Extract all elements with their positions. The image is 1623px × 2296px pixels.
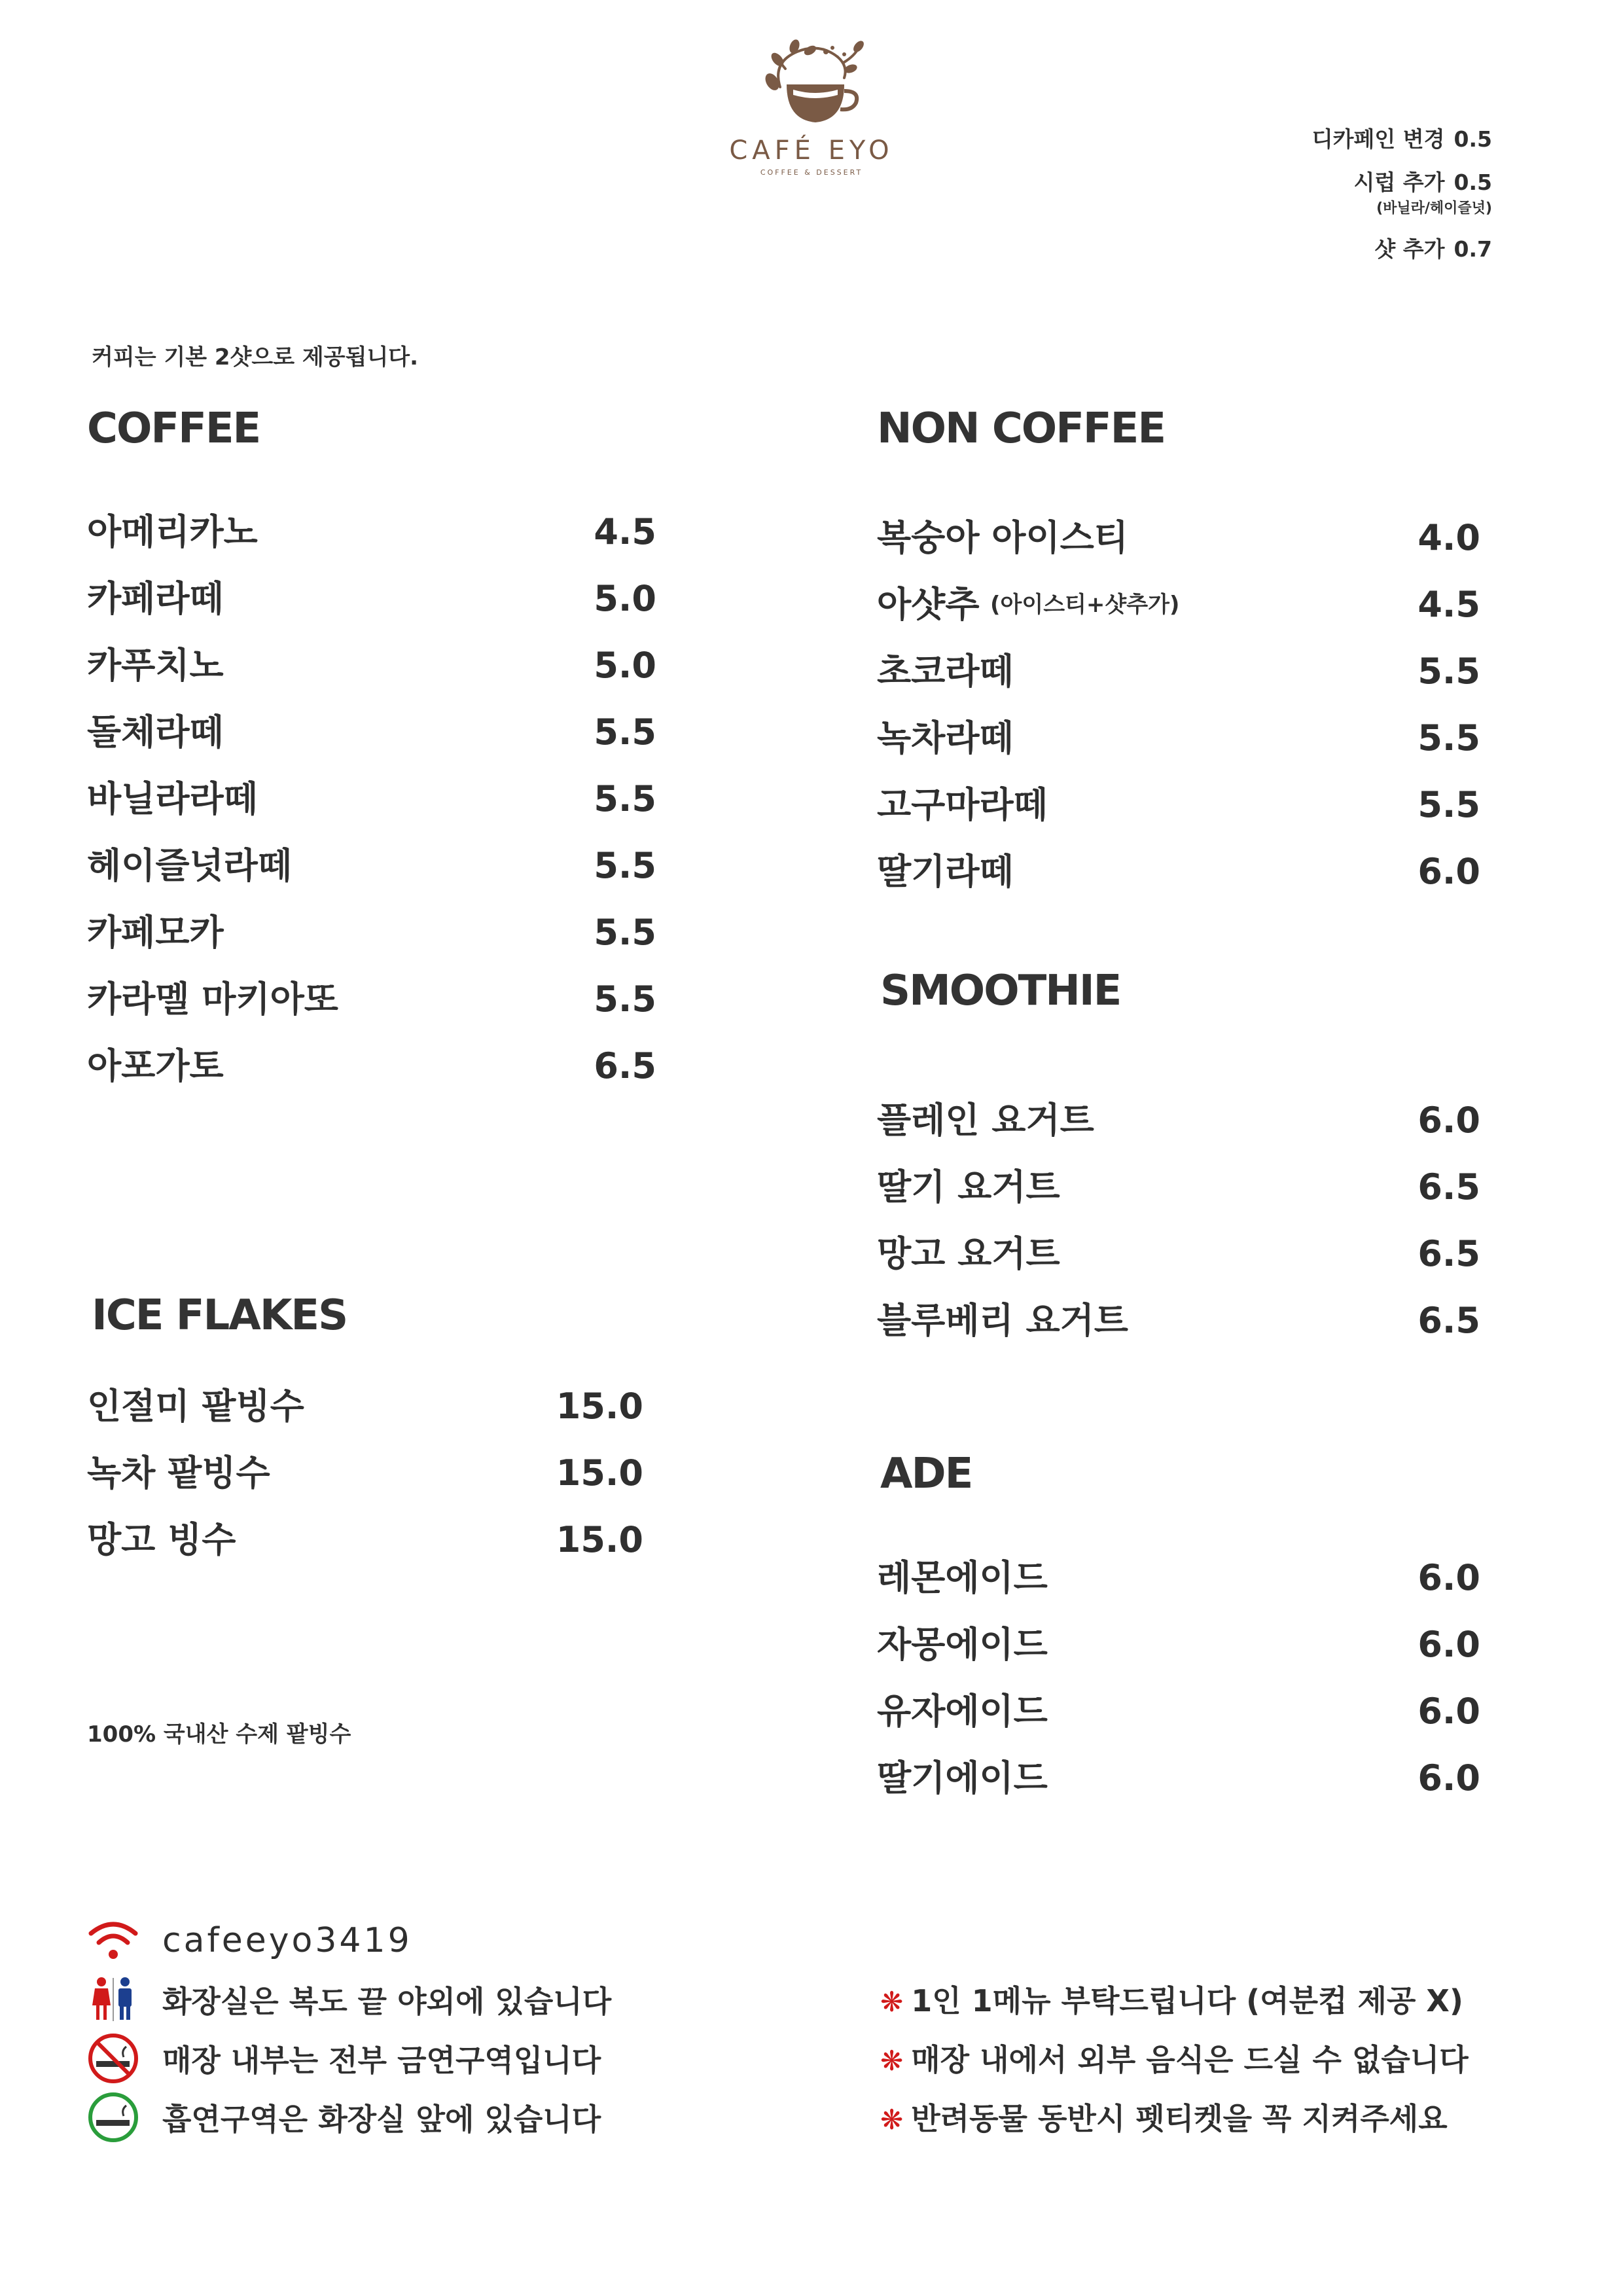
- menu-item-price: 6.0: [1418, 1557, 1480, 1598]
- no-smoking-icon: [84, 2032, 143, 2085]
- menu-item: [877, 772, 1480, 838]
- menu-item: [87, 1507, 643, 1573]
- menu-item-name: 딸기 요거트: [877, 1166, 1060, 1208]
- menu-item: [877, 638, 1480, 705]
- smoothie-menu-list: [877, 1087, 1480, 1354]
- extra-syrup: 시럽 추가 0.5: [1353, 170, 1492, 195]
- menu-item-price: 6.5: [1418, 1300, 1480, 1341]
- menu-item: [877, 1678, 1480, 1745]
- menu-item: [877, 571, 1480, 638]
- ice-flakes-menu-list: [87, 1373, 643, 1573]
- menu-item-price: 5.5: [594, 845, 656, 886]
- brand-name: CAFÉ EYO: [729, 135, 894, 166]
- wifi-password: cafeeyo3419: [162, 1921, 412, 1960]
- coffee-menu-list: [87, 499, 656, 1100]
- menu-item-price: 5.5: [594, 978, 656, 1020]
- menu-item-name: 자몽에이드: [877, 1624, 1048, 1665]
- menu-item: [87, 632, 656, 699]
- menu-item-name: 초코라떼: [877, 651, 1014, 692]
- menu-item: [87, 565, 656, 632]
- menu-item-price: 6.0: [1418, 1100, 1480, 1141]
- menu-item-price: 5.5: [1418, 784, 1480, 825]
- menu-item: [87, 699, 656, 766]
- smoking-area-text: 흡연구역은 화장실 앞에 있습니다: [162, 2102, 601, 2137]
- menu-item: [877, 838, 1480, 905]
- menu-item: [877, 505, 1480, 571]
- menu-item-name: 고구마라떼: [877, 784, 1048, 825]
- menu-item: [877, 1611, 1480, 1678]
- menu-item: [87, 1373, 643, 1440]
- cafe-logo: [694, 36, 929, 206]
- menu-item-name: 돌체라떼: [87, 711, 224, 753]
- menu-item-price: 5.5: [594, 711, 656, 753]
- wifi-icon: [84, 1914, 143, 1967]
- menu-item-name: 녹차라떼: [877, 717, 1014, 759]
- menu-item: [877, 1087, 1480, 1154]
- restroom-icon: [84, 1973, 143, 2026]
- menu-item-price: 15.0: [556, 1386, 643, 1427]
- menu-item-price: 4.0: [1418, 517, 1480, 558]
- section-title-coffee: COFFEE: [87, 404, 260, 453]
- menu-item-name: 카페라떼: [87, 578, 224, 619]
- menu-item-name: 헤이즐넛라떼: [87, 845, 292, 886]
- smoking-area-info: [84, 2088, 611, 2147]
- menu-item-price: 6.5: [1418, 1233, 1480, 1274]
- menu-item-price: 6.5: [594, 1045, 656, 1086]
- notice-one-menu: ❋ 1인 1메뉴 부탁드립니다 (여분컵 제공 X): [880, 1983, 1463, 2018]
- menu-item: [87, 766, 656, 833]
- menu-item-name: 망고 요거트: [877, 1233, 1060, 1274]
- menu-item-price: 4.5: [594, 511, 656, 552]
- non-coffee-menu-list: [877, 505, 1480, 905]
- menu-item-price: 5.0: [594, 578, 656, 619]
- no-smoking-text: 매장 내부는 전부 금연구역입니다: [162, 2043, 601, 2078]
- menu-item-name: 인절미 팥빙수: [87, 1386, 304, 1427]
- notice-pet-etiquette: ❋ 반려동물 동반시 펫티켓을 꼭 지켜주세요: [880, 2101, 1448, 2136]
- menu-item-name: 카푸치노: [87, 645, 224, 686]
- menu-item-name: 복숭아 아이스티: [877, 517, 1128, 558]
- menu-item-price: 5.5: [1418, 717, 1480, 759]
- section-title-ade: ADE: [880, 1450, 972, 1498]
- menu-item-price: 15.0: [556, 1519, 643, 1560]
- menu-item: [877, 1545, 1480, 1611]
- info-list: [84, 1911, 611, 2147]
- ade-menu-list: [877, 1545, 1480, 1812]
- ice-flakes-note: 100% 국내산 수제 팥빙수: [87, 1721, 351, 1748]
- extra-decaf: 디카페인 변경 0.5: [1311, 126, 1492, 152]
- extra-shot: 샷 추가 0.7: [1374, 236, 1492, 262]
- menu-item-name: 망고 빙수: [87, 1519, 236, 1560]
- restroom-text: 화장실은 복도 끝 야외에 있습니다: [162, 1984, 612, 2019]
- menu-item-price: 5.0: [594, 645, 656, 686]
- menu-item-name: 바닐라라떼: [87, 778, 258, 819]
- menu-item: [877, 1154, 1480, 1221]
- menu-item-price: 6.5: [1418, 1166, 1480, 1208]
- menu-item-name: 레몬에이드: [877, 1557, 1048, 1598]
- menu-item-name: 아포가토: [87, 1045, 224, 1086]
- notice-mark-icon: ❋: [880, 1986, 904, 2018]
- menu-item-price: 6.0: [1418, 1757, 1480, 1799]
- notice-mark-icon: ❋: [880, 2104, 904, 2136]
- menu-item-price: 15.0: [556, 1452, 643, 1494]
- menu-item-name: 녹차 팥빙수: [87, 1452, 270, 1494]
- wifi-info: [84, 1911, 611, 1970]
- menu-item-name: 아메리카노: [87, 511, 258, 552]
- menu-item-price: 6.0: [1418, 1624, 1480, 1665]
- menu-item-name: 카페모카: [87, 912, 224, 953]
- menu-item-price: 5.5: [594, 778, 656, 819]
- section-title-ice-flakes: ICE FLAKES: [92, 1291, 348, 1340]
- coffee-note: 커피는 기본 2샷으로 제공됩니다.: [92, 344, 419, 370]
- smoking-area-icon: [84, 2091, 143, 2144]
- menu-item: [877, 1221, 1480, 1287]
- menu-item: [877, 705, 1480, 772]
- menu-item: [87, 1033, 656, 1100]
- notice-outside-food: ❋ 매장 내에서 외부 음식은 드실 수 없습니다: [880, 2042, 1469, 2077]
- section-title-non-coffee: NON COFFEE: [877, 404, 1166, 453]
- menu-item-name: 아샷추: [877, 584, 980, 625]
- brand-tagline: COFFEE & DESSERT: [760, 168, 863, 177]
- menu-item-price: 4.5: [1418, 584, 1480, 625]
- no-smoking-info: [84, 2029, 611, 2088]
- menu-item-subtitle: (아이스티+샷추가): [990, 592, 1180, 618]
- menu-item: [877, 1745, 1480, 1812]
- menu-item-name: 플레인 요거트: [877, 1100, 1094, 1141]
- menu-item-price: 5.5: [594, 912, 656, 953]
- notice-mark-icon: ❋: [880, 2045, 904, 2077]
- menu-item-name: 카라멜 마키아또: [87, 978, 338, 1020]
- restroom-info: [84, 1970, 611, 2029]
- extras-list: [1312, 123, 1492, 276]
- menu-item-name: 딸기에이드: [877, 1757, 1048, 1799]
- menu-item-price: 5.5: [1418, 651, 1480, 692]
- menu-item-name: 유자에이드: [877, 1691, 1048, 1732]
- section-title-smoothie: SMOOTHIE: [880, 967, 1121, 1015]
- menu-item: [877, 1287, 1480, 1354]
- coffee-cup-logo-icon: [746, 36, 877, 134]
- extra-syrup-note: (바닐라/헤이즐넛): [1376, 200, 1492, 217]
- notice-list: [880, 1971, 1469, 2148]
- menu-item-price: 6.0: [1418, 1691, 1480, 1732]
- menu-item-name: 블루베리 요거트: [877, 1300, 1128, 1341]
- menu-item: [87, 833, 656, 899]
- menu-item: [87, 966, 656, 1033]
- menu-item-price: 6.0: [1418, 851, 1480, 892]
- menu-item: [87, 499, 656, 565]
- menu-item: [87, 1440, 643, 1507]
- menu-item: [87, 899, 656, 966]
- menu-item-name: 딸기라떼: [877, 851, 1014, 892]
